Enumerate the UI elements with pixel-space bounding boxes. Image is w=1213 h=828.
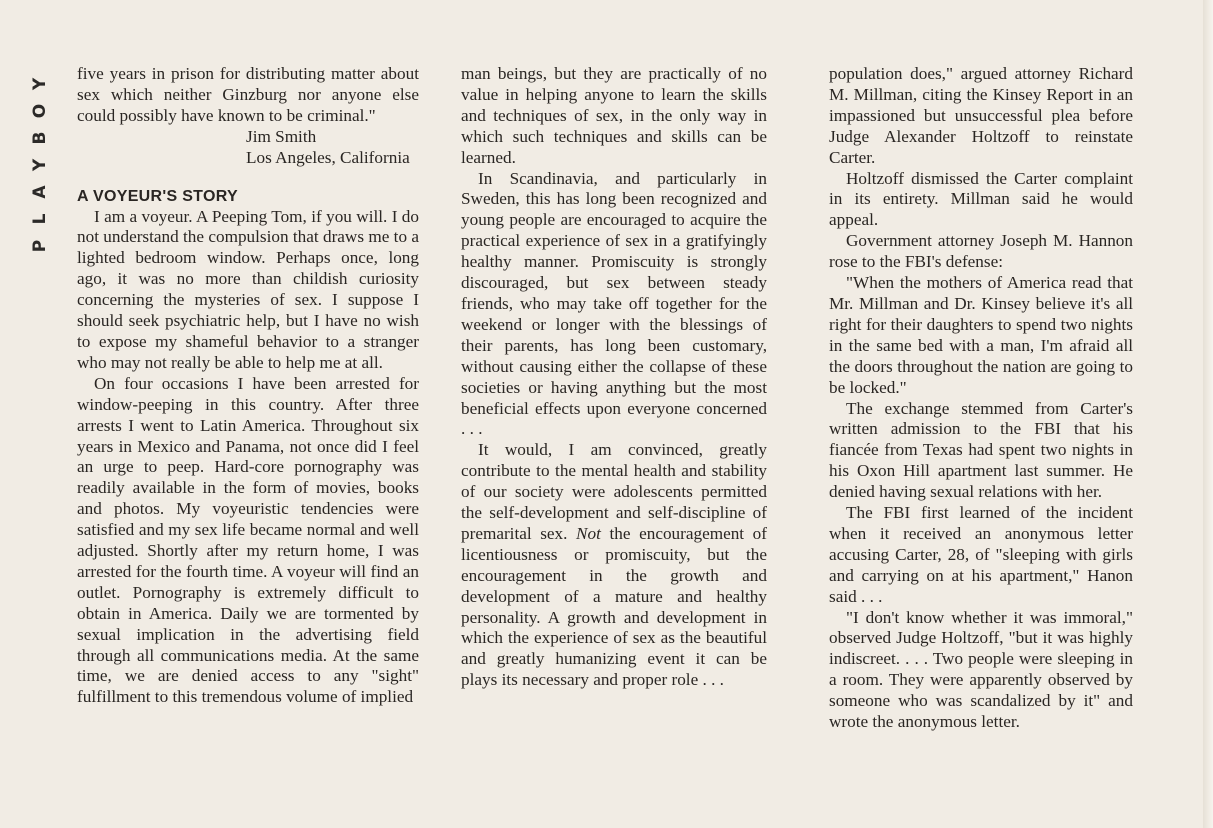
paragraph: The exchange stemmed from Carter's written admission to the FBI that his fiancée from Texas had spent two nights in his Oxon Hill apartment last summer. He denied having sexual relations with her. [829, 398, 1133, 502]
spine-letter: Y [30, 158, 50, 172]
paragraph: Government attorney Joseph M. Hannon rose to the FBI's defense: [829, 231, 1133, 272]
section-heading: A VOYEUR'S STORY [77, 187, 238, 205]
spine-letter: B [30, 131, 50, 145]
paragraph: Holtzoff dismissed the Carter complaint in its entirety. Millman said he would appeal. [829, 168, 1133, 230]
paragraph-continued: population does," argued attorney Richard M. Millman, citing the Kinsey Report in an impassioned but unsuccessful plea before Judge Alexander Holtzoff to reinstate Carter. [829, 64, 1133, 167]
spine-letter: P [30, 239, 50, 253]
signature-name: Jim Smith [246, 126, 317, 146]
page-edge [1203, 0, 1213, 828]
signature-place: Los Angeles, California [246, 147, 410, 167]
spine-letter: O [30, 103, 50, 119]
spine-letter: A [30, 185, 50, 199]
column-middle [461, 64, 767, 691]
paragraph: In Scandinavia, and particularly in Sweden, this has long been recognized and young people are encouraged to acquire the practical experience of sex in a gratifyingly healthy manner. Promiscuity is strongly discouraged, but sex between steady friends, who may take off together for the weekend or longer with the blessings of their parents, has long been customary, without causing either the collapse of these societies or having anything but the most beneficial effects upon everyone concerned . . . [461, 168, 767, 439]
spine-letter: L [30, 213, 50, 225]
spine-letter: Y [30, 77, 50, 91]
letter-ending: five years in prison for distributing matter about sex which neither Ginzburg nor anyone else could possibly have known to be criminal." [77, 64, 419, 125]
paragraph [461, 440, 767, 691]
text-run: It would, I am convinced, greatly contribute to the mental health and stability of our society were adolescents permitted the self-development and self-discipline of premarital sex. [461, 440, 767, 543]
paragraph: The FBI first learned of the incident when it received an anonymous letter accusing Carter, 28, of "sleeping with girls and carrying on at his apartment," Hanon said . . . [829, 503, 1133, 606]
magazine-spine-title [22, 66, 62, 266]
emphasis: Not [576, 523, 601, 543]
text-run: the encouragement of licentiousness or promiscuity, but the encouragement in the growth and development of a mature and healthy personality. A growth and development in which the experience of sex as the beautiful and greatly humanizing event it can be plays its necessary and proper role . . . [461, 523, 768, 690]
paragraph: "I don't know whether it was immoral," observed Judge Holtzoff, "but it was highly indiscreet. . . . Two people were sleeping in a room. They were apparently observed by someone who was scandalized by it" and wrote the anonymous letter. [829, 607, 1133, 732]
column-right [829, 64, 1133, 733]
paragraph-continued: man beings, but they are practically of no value in helping anyone to learn the skills and techniques of sex, in the only way in which such techniques and skills can be learned. [461, 64, 767, 167]
paragraph: "When the mothers of America read that Mr. Millman and Dr. Kinsey believe it's all right for their daughters to spend two nights in the same bed with a man, I'm afraid all the doors throughout the nation are going to be locked." [829, 273, 1133, 397]
paragraph: On four occasions I have been arrested for window-peeping in this country. After three arrests I went to Latin America. Throughout six years in Mexico and Panama, not once did I feel an urge to peep. Hard-core pornography was readily available in the form of movies, books and photos. My voyeuristic tendencies were satisfied and my sex life became normal and well adjusted. Shortly after my return home, I was arrested for the fourth time. A voyeur will find an outlet. Pornography is extremely difficult to obtain in America. Daily we are tormented by sexual implication in the advertising field through all communications media. At the same time, we are denied access to any "sight" fulfillment to this tremendous volume of implied [77, 373, 419, 707]
column-left [77, 64, 419, 708]
paragraph: I am a voyeur. A Peeping Tom, if you will. I do not understand the compulsion that draws me to a lighted bedroom window. Perhaps once, long ago, it was no more than childish curiosity concerning the mysteries of sex. I suppose I should seek psychiatric help, but I have no wish to expose my shameful behavior to a stranger who may not really be able to help me at all. [77, 206, 419, 372]
